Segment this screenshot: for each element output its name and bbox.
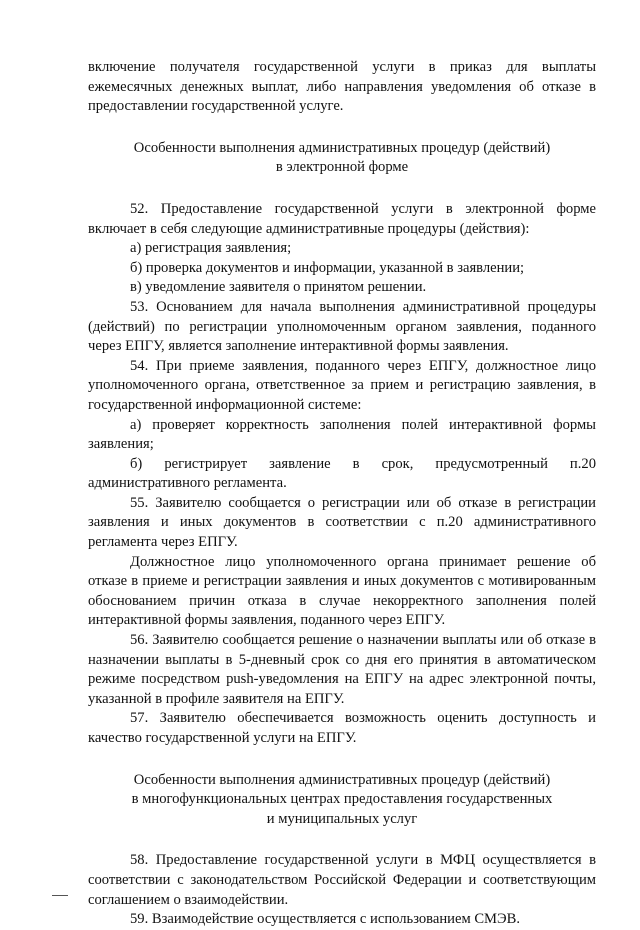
paragraph-54-item-a: а) проверяет корректность заполнения полей интерактивной формы заявления; <box>88 416 596 453</box>
paragraph-52-item-c: в) уведомление заявителя о принятом решении. <box>130 279 427 296</box>
paragraph-56: 56. Заявителю сообщается решение о назначении выплаты или об отказе в назначении выплаты в 5-дневный срок со дня его принятия в автоматическом режиме посредством push-уведомления на ЕПГУ на адрес электронной почты, указанной в профиле заявителя на ЕПГУ. <box>88 632 596 707</box>
paragraph-52: 52. Предоставление государственной услуги в электронной форме включает в себя следующие административные процедуры (действия): <box>88 200 596 237</box>
document-body <box>88 58 596 930</box>
paragraph-53: 53. Основанием для начала выполнения административной процедуры (действий) по регистрации уполномоченным органом заявления, поданного через ЕПГУ, является заполнение интерактивной формы заявления. <box>88 298 596 355</box>
paragraph-52-item-b: б) проверка документов и информации, указанной в заявлении; <box>130 259 525 276</box>
paragraph-54-item-b-line2: административного регламента. <box>88 475 287 492</box>
paragraph-55-continuation: Должностное лицо уполномоченного органа принимает решение об отказе в приеме и регистрации заявления и иных документов с мотивированным обоснованием причин отказа в случае некорректного заполнения полей интерактивной формы заявления, поданного через ЕПГУ. <box>88 553 596 629</box>
paragraph-54-item-b-line1: б) регистрирует заявление в срок, предусмотренный п.20 <box>130 455 596 472</box>
section-heading-electronic-form: Особенности выполнения административных процедур (действий) в электронной форме <box>133 139 551 176</box>
paragraph-58: 58. Предоставление государственной услуги в МФЦ осуществляется в соответствии с законодательством Российской Федерации и соответствующим соглашением о взаимодействии. <box>88 852 596 908</box>
paragraph-54: 54. При приеме заявления, поданного через ЕПГУ, должностное лицо уполномоченного органа, ответственное за прием и регистрацию заявления, в государственной информационной системе: <box>88 357 596 413</box>
paragraph-52-item-a: а) регистрация заявления; <box>130 240 292 257</box>
paragraph-57: 57. Заявителю обеспечивается возможность оценить доступность и качество государственной услуги на ЕПГУ. <box>88 710 596 746</box>
paragraph-55: 55. Заявителю сообщается о регистрации или об отказе в регистрации заявления и иных документов в соответствии с п.20 административного регламента через ЕПГУ. <box>88 494 596 551</box>
paragraph-59: 59. Взаимодействие осуществляется с использованием СМЭВ. <box>130 911 521 928</box>
intro-paragraph: включение получателя государственной услуги в приказ для выплаты ежемесячных денежных выплат, либо направления уведомления об отказе в предоставлении государственной услуге. <box>88 59 596 115</box>
section-heading-mfc: Особенности выполнения административных процедур (действий) в многофункциональных центрах предоставления государственных и муниципальных услуг <box>131 771 553 827</box>
scan-margin-mark <box>52 895 68 896</box>
